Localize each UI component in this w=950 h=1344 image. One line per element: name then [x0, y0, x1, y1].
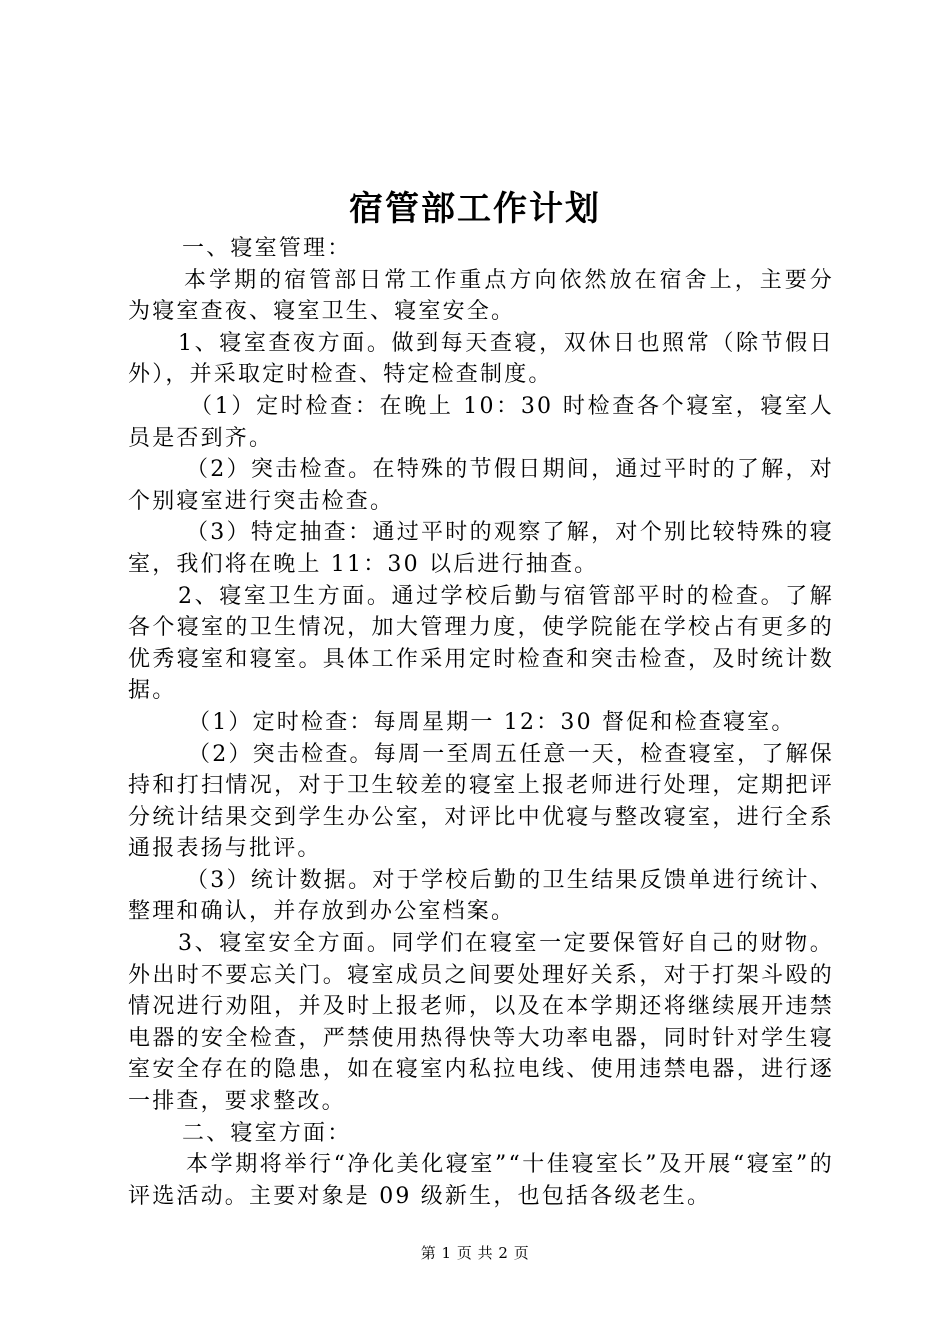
body-paragraph: 3、寝室安全方面。同学们在寝室一定要保管好自己的财物。外出时不要忘关门。寝室成员之间要处理好关系，对于打架斗殴的情况进行劝阻，并及时上报老师，以及在本学期还将继续展开违禁电器的安全检查，严禁使用热得快等大功率电器，同时针对学生寝室安全存在的隐患，如在寝室内私拉电线、使用违禁电器，进行逐一排查，要求整改。	[128, 931, 834, 1115]
body-paragraph: （2）突击检查。每周一至周五任意一天，检查寝室，了解保持和打扫情况，对于卫生较差的寝室上报老师进行处理，定期把评分统计结果交到学生办公室，对评比中优寝与整改寝室，进行全系通报表扬与批评。	[128, 741, 834, 862]
body-paragraph: （2）突击检查。在特殊的节假日期间，通过平时的了解，对个别寝室进行突击检查。	[128, 457, 834, 514]
page-footer: 第 1 页 共 2 页	[420, 1244, 530, 1262]
body-paragraph: 2、寝室卫生方面。通过学校后勤与宿管部平时的检查。了解各个寝室的卫生情况，加大管理力度，使学院能在学校占有更多的优秀寝室和寝室。具体工作采用定时检查和突击检查，及时统计数据。	[128, 583, 834, 704]
body-paragraph: （1）定时检查：在晚上 10：30 时检查各个寝室，寝室人员是否到齐。	[128, 393, 834, 451]
body-paragraph: （1）定时检查：每周星期一 12：30 督促和检查寝室。	[188, 709, 796, 735]
body-paragraph: （3）特定抽查：通过平时的观察了解，对个别比较特殊的寝室，我们将在晚上 11：30 以后进行抽查。	[128, 520, 834, 577]
document-title: 宿管部工作计划	[349, 189, 601, 229]
body-paragraph: （3）统计数据。对于学校后勤的卫生结果反馈单进行统计、整理和确认，并存放到办公室档案。	[128, 867, 834, 925]
body-paragraph: 一、寝室管理：	[182, 236, 352, 261]
body-paragraph: 1、寝室查夜方面。做到每天查寝，双休日也照常（除节假日外），并采取定时检查、特定检查制度。	[128, 330, 834, 388]
document-body	[128, 233, 834, 1212]
body-paragraph: 本学期将举行“净化美化寝室”“十佳寝室长”及开展“寝室”的评选活动。主要对象是 09 级新生，也包括各级老生。	[128, 1152, 834, 1209]
body-paragraph: 二、寝室方面：	[182, 1120, 352, 1146]
body-paragraph: 本学期的宿管部日常工作重点方向依然放在宿舍上，主要分为寝室查夜、寝室卫生、寝室安全。	[128, 267, 834, 325]
